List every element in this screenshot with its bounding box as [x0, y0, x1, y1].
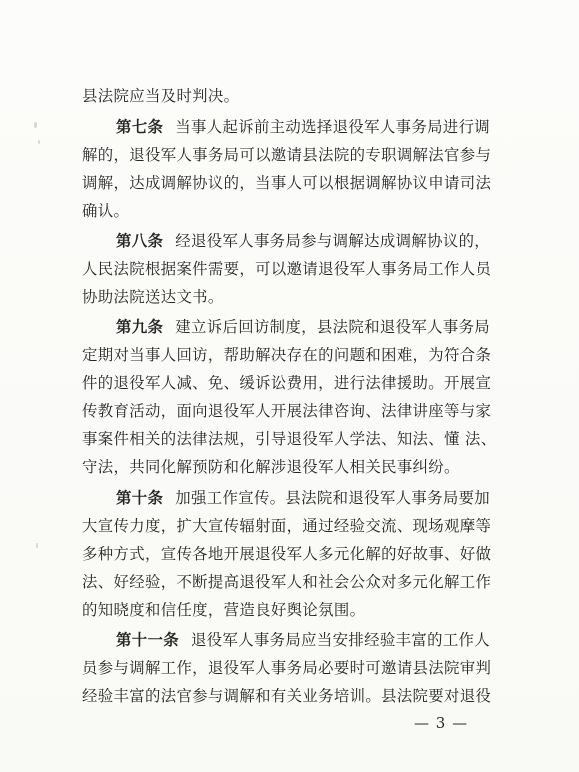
- body-line: 多种方式，宣传各地开展退役军人多元化解的好故事、好做: [82, 545, 492, 563]
- body-line: 定期对当事人回访，帮助解决存在的问题和困难，为符合条: [82, 346, 492, 364]
- body-line: 事案件相关的法律法规，引导退役军人学法、知法、懂 法、: [82, 430, 497, 448]
- body-line: 县法院应当及时判决。: [82, 87, 240, 105]
- scan-mark: [38, 140, 40, 144]
- scan-mark: [34, 122, 37, 128]
- body-line: 的知晓度和信任度，营造良好舆论氛围。: [82, 601, 366, 619]
- body-line: 员参与调解工作，退役军人事务局必要时可邀请县法院审判: [82, 659, 492, 677]
- article-7-first-line: [116, 117, 490, 137]
- article-9-first-line: [116, 317, 490, 337]
- page-number: — 3 —: [414, 714, 469, 732]
- body-line: 法、好经验，不断提高退役军人和社会公众对多元化解工作: [82, 573, 492, 591]
- body-line: 传教育活动，面向退役军人开展法律咨询、法律讲座等与家: [82, 402, 492, 420]
- body-line: 大宣传力度，扩大宣传辐射面，通过经验交流、现场观摩等: [82, 517, 492, 535]
- body-line: 调解，达成调解协议的，当事人可以根据调解协议申请司法: [82, 174, 492, 192]
- article-10-text: 加强工作宣传。县法院和退役军人事务局要加: [175, 489, 491, 507]
- article-7-heading: 第七条: [116, 118, 164, 136]
- article-11-text: 退役军人事务局应当安排经验丰富的工作人: [190, 631, 491, 649]
- body-line: 解的，退役军人事务局可以邀请县法院的专职调解法官参与: [82, 146, 492, 164]
- body-line: 经验丰富的法官参与调解和有关业务培训。县法院要对退役: [82, 687, 492, 705]
- article-9-text: 建立诉后回访制度，县法院和退役军人事务局: [175, 318, 491, 336]
- body-line: 件的退役军人减、免、缓诉讼费用，进行法律援助。开展宣: [82, 374, 492, 392]
- body-line: 守法，共同化解预防和化解涉退役军人相关民事纠纷。: [82, 458, 460, 476]
- body-line: 人民法院根据案件需要，可以邀请退役军人事务局工作人员: [82, 260, 492, 278]
- article-9-heading: 第九条: [116, 318, 164, 336]
- article-11-first-line: [116, 630, 490, 650]
- article-11-heading: 第十一条: [116, 631, 179, 649]
- article-7-text: 当事人起诉前主动选择退役军人事务局进行调: [175, 118, 491, 136]
- article-8-first-line: [116, 231, 490, 251]
- article-10-heading: 第十条: [116, 489, 164, 507]
- article-8-text: 经退役军人事务局参与调解达成调解协议的，: [175, 232, 491, 250]
- body-line: 确认。: [82, 202, 130, 220]
- article-10-first-line: [116, 488, 490, 508]
- body-line: 协助法院送达文书。: [82, 288, 224, 306]
- article-8-heading: 第八条: [116, 232, 164, 250]
- scan-mark: [36, 543, 38, 548]
